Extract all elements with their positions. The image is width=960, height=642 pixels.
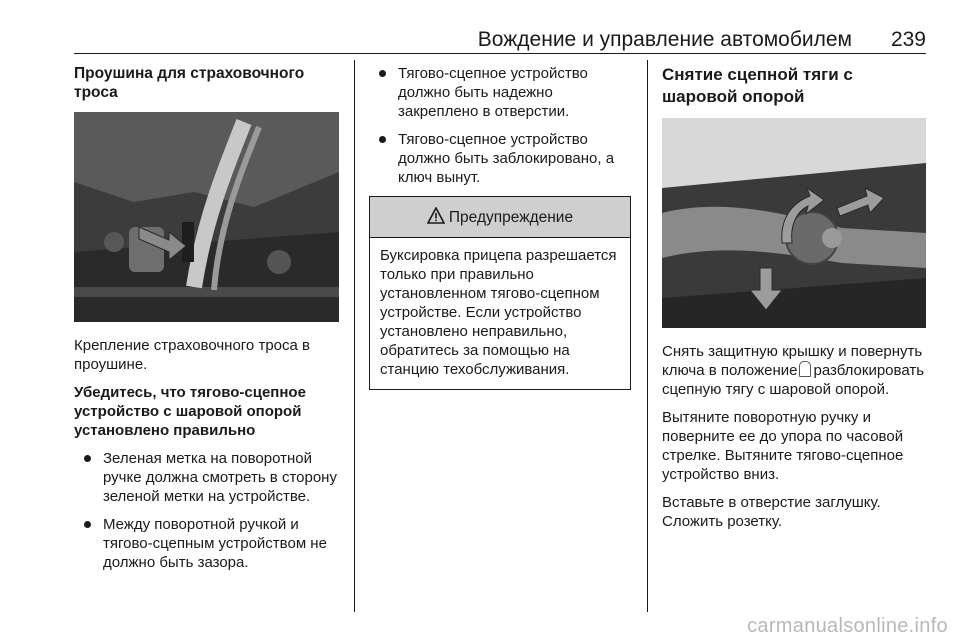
check-list <box>74 449 339 572</box>
warning-triangle-icon <box>427 207 445 224</box>
warning-title: Предупреждение <box>448 209 574 226</box>
bullet-icon <box>84 521 91 528</box>
figure-caption: Крепление страховочного троса в проушине. <box>74 337 310 373</box>
column-2 <box>369 64 631 390</box>
instruction-1: Снять защитную крышку и повернуть ключа в положение разблокировать сцепную тягу с шаровой опорой. <box>662 343 925 398</box>
check-list-continued <box>369 64 631 187</box>
chapter-title: Вождение и управление автомобилем <box>477 28 852 51</box>
page-number: 239 <box>890 28 926 51</box>
column-divider-1 <box>354 60 355 612</box>
page-header <box>74 28 926 54</box>
list-item: Между поворотной ручкой и тягово-сцепным устройством не должно быть зазора. <box>74 515 339 572</box>
tow-eye-photo <box>74 112 339 322</box>
tow-bar-removal-photo <box>662 118 926 328</box>
unlock-symbol-icon <box>799 361 811 377</box>
column-1 <box>74 64 339 581</box>
section-heading-removal: Снятие сцепной тяги с шаровой опорой <box>662 65 853 106</box>
bullet-icon <box>84 455 91 462</box>
warning-header <box>370 197 630 238</box>
subheading-check: Убедитесь, что тягово-сцепное устройство с шаровой опорой установлено правильно <box>74 384 306 439</box>
warning-box <box>369 196 631 390</box>
bullet-icon <box>379 136 386 143</box>
section-heading-tow-eye: Проушина для страховочного троса <box>74 65 305 101</box>
list-item: Тягово-сцепное устройство должно быть надежно закреплено в отверстии. <box>369 64 631 121</box>
column-divider-2 <box>647 60 648 612</box>
instruction-3: Вставьте в отверстие заглушку. Сложить розетку. <box>662 494 881 530</box>
watermark: carmanualsonline.info <box>747 615 948 637</box>
bullet-icon <box>379 70 386 77</box>
instruction-2: Вытяните поворотную ручку и поверните ее до упора по часовой стрелке. Вытяните тягово-сцепное устройство вниз. <box>662 409 904 483</box>
list-item: Зеленая метка на поворотной ручке должна смотреть в сторону зеленой метки на устройстве. <box>74 449 339 506</box>
column-3 <box>662 64 926 540</box>
header-rule <box>74 53 926 54</box>
warning-text: Буксировка прицепа разрешается только при правильно установленном тягово-сцепном устройстве. Если устройство установлено неправильно, обратитесь за помощью на станцию техобслуживания. <box>380 247 617 378</box>
list-item: Тягово-сцепное устройство должно быть заблокировано, а ключ вынут. <box>369 130 631 187</box>
